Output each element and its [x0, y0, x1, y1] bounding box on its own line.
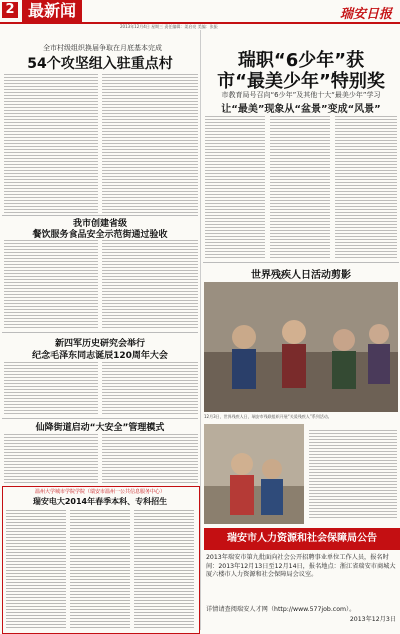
bottom-notice-date: 2013年12月3日	[349, 616, 396, 623]
masthead: 瑞安日报	[339, 7, 392, 22]
recruit-notice-body-1	[6, 510, 66, 628]
article2-headline: 我市创建省级	[72, 219, 127, 229]
photo-story-headline: 世界残疾人日活动剪影	[251, 270, 351, 281]
main-subhead-2: 让“最美”现象从“盆景”变成“风景”	[221, 104, 381, 115]
divider	[203, 262, 399, 263]
main-headline-line1: 瑞职“6少年”获	[237, 50, 365, 71]
main-body-col3	[335, 116, 397, 258]
article4-body-left	[4, 434, 98, 484]
article1-headline: 54个攻坚组入驻重点村	[27, 56, 173, 72]
section-title: 最新闻	[22, 0, 82, 22]
article3-headline2: 纪念毛泽东同志诞辰120周年大会	[32, 351, 168, 361]
bottom-notice-header	[204, 528, 400, 550]
article1-body-left	[4, 74, 98, 214]
article1-subhead: 全市村级组织换届争取在月底基本完成	[43, 44, 162, 52]
article2-body-left	[4, 240, 98, 330]
article3-body-right	[102, 362, 198, 414]
recruit-notice-body-2	[70, 510, 130, 628]
recruit-notice-body-3	[134, 510, 194, 628]
main-body-col1	[205, 116, 265, 258]
column-divider	[200, 30, 201, 630]
bottom-notice-title: 瑞安市人力资源和社会保障局公告	[227, 533, 377, 544]
photo-caption: 12月3日，世界残疾人日，瑞安市残联组织开展“关爱残疾人”系列活动。	[204, 414, 332, 419]
bottom-notice-website: 详情请查阅瑞安人才网（http://www.577job.com）。	[206, 606, 356, 613]
photo-bottom-left	[204, 424, 304, 524]
photo-top	[204, 282, 398, 412]
main-subhead-1: 市教育局号召向“6少年”及其他十大“最美少年”学习	[221, 91, 381, 99]
photo-side-text	[309, 430, 397, 520]
article4-headline: 仙降街道启动“大安全”管理模式	[35, 423, 165, 433]
main-headline-line2: 市“最美少年”特别奖	[217, 71, 385, 92]
divider	[2, 332, 198, 333]
article1-body-right	[102, 74, 198, 214]
dateline: 2013年12月4日 星期三 责任编辑：姜启亮 美编：张振	[120, 24, 218, 29]
recruit-notice-title: 温州大学城市学院学院（瑞安市温州一公共信息服务中心）	[34, 489, 165, 495]
main-body-col2	[270, 116, 330, 258]
article3-body-left	[4, 362, 98, 414]
page-number: 2	[2, 2, 18, 18]
article3-headline: 新四军历史研究会举行	[54, 339, 145, 349]
article2-headline2: 餐饮服务食品安全示范街通过验收	[32, 230, 168, 240]
article2-body-right	[102, 240, 198, 330]
recruit-notice-subtitle: 瑞安电大2014年春季本科、专科招生	[32, 497, 168, 506]
divider	[2, 418, 198, 419]
bottom-notice-body: 2013年瑞安市第九批面向社会公开招聘事业单位工作人员，报名时间：2013年12月13日至12月14日，报名地点：浙江省瑞安市商城大厦六楼市人力资源和社会保障局会议室。	[206, 554, 396, 578]
article4-body-right	[102, 434, 198, 484]
